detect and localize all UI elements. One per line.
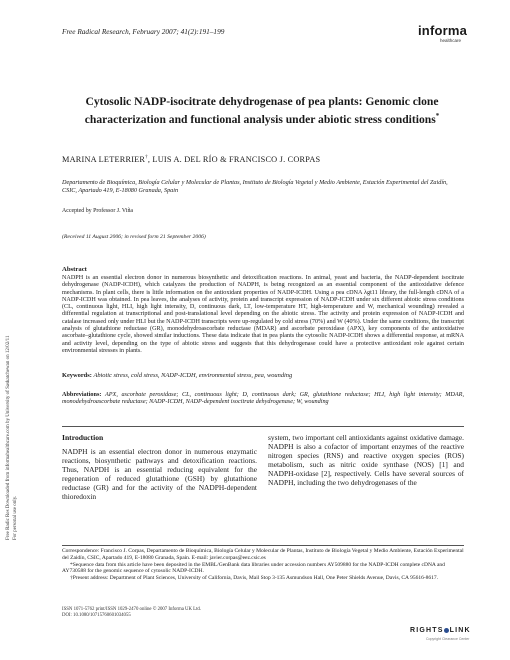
- rightslink-label-tail: LINK: [449, 627, 471, 634]
- author-footnote-mark: †: [145, 155, 148, 161]
- affiliation: Departamento de Bioquímica, Biología Celular y Molecular de Plantas, Instituto de Biología Vegetal y Medio Ambiente, Estación Experimental del Zaidín, CSIC, Apartado 419, E-18080 Granada, Spain: [62, 179, 448, 194]
- keywords: [62, 372, 464, 380]
- abbreviations: [62, 391, 464, 406]
- introduction-column-2: system, two important cell antioxidants against oxidative damage. NADPH is also a cofactor of important enzymes of the reactive nitrogen species (RNS) and reactive oxygen species (ROS) metabolism, such as nitric oxide synthase (NOS) [1] and NADPH-oxidase [2], respectively. Cells have several sources of NADPH, including the two dehydrogenases of the: [268, 433, 464, 488]
- abbreviations-label: Abbreviations:: [62, 391, 102, 398]
- footnote-sequence: *Sequence data from this article have been deposited in the EMBL/GenBank data libraries under accession numbers AY509880 for the NADP-ICDH complete cDNA and AY730588 for the genomic sequence of cytosolic NADP-ICDH.: [62, 561, 445, 575]
- rightslink-logo[interactable]: [410, 627, 471, 634]
- abstract-body: NADPH is an essential electron donor in numerous biosynthetic and detoxification reactions. In animal, yeast and bacteria, the NADP-dependent isocitrate dehydrogenase (NADP-ICDH), which catalyzes the production of NADPH, is being recognized as an essential component of the antioxidative defence mechanisms. In plant cells, there is little information on the antioxidant properties of NADP-ICDH. Using a pea cDNA λgt11 library, the full-length cDNA of a NADP-ICDH was obtained. In pea leaves, the analyses of activity, protein and transcript expression of NADP-ICDH under six different abiotic stress conditions (CL, continuous light, HLI, high light intensity, D, continuous dark, LT, low-temperature HT, high-temperature and W, mechanical wounding) revealed a differential regulation at transcriptional and post-translational level depending on the abiotic stress. The activity and protein expression of NADP-ICDH and catalase increased only under HLI but the NADP-ICDH transcripts were up-regulated by cold stress (70%) and W (40%). Under the same conditions, the transcript analysis of glutathione reductase (GR), monodehydroascorbate reductase (MDAR) and ascorbate peroxidase (APX), key components of the antioxidative ascorbate–glutathione cycle, showed similar inductions. These data indicate that in pea plants the cytosolic NADP-ICDH shows a differential response, at mRNA and activity level, depending on the type of abiotic stress and suggests that this dehydrogenase could have a protective antioxidant role against certain environmental stresses in plants.: [62, 275, 464, 354]
- introduction-column-1: NADPH is an essential electron donor in numerous enzymatic reactions, biosynthetic pathways and detoxification reactions. Thus, NAPDH is an essential reducing equivalent for the regeneration of reduced glutathione (GSH) by glutathione reductase (GR) and for the activity of the NADPH-dependent thioredoxin: [62, 447, 257, 502]
- rightslink-sub: Copyright Clearance Center: [426, 637, 470, 641]
- journal-citation: Free Radical Research, February 2007; 41(2):191–199: [62, 27, 225, 36]
- article-title-text: Cytosolic NADP-isocitrate dehydrogenase of pea plants: Genomic clone characterization and functional analysis under abiotic stress conditions: [84, 95, 439, 126]
- sidebar-text: [6, 140, 19, 540]
- sidebar-download-line: Free Radic Res Downloaded from informahealthcare.com by University of Saskatchewan on 12/02/11: [6, 335, 11, 540]
- author-first: MARINA LETERRIER: [62, 155, 146, 164]
- accepted-by: Accepted by Professor J. Viña: [62, 208, 134, 214]
- download-sidebar: [0, 140, 22, 540]
- issn-line: ISSN 1071-5762 print/ISSN 1029-2470 online © 2007 Informa UK Ltd.: [62, 607, 202, 612]
- publisher-logo-sub: healthcare: [440, 38, 462, 43]
- rightslink-dot-icon: [444, 628, 449, 633]
- publisher-logo: informa: [418, 23, 468, 38]
- introduction-heading: Introduction: [62, 433, 104, 442]
- author-list: [62, 155, 320, 164]
- author-rest: , LUIS A. DEL RÍO & FRANCISCO J. CORPAS: [147, 155, 321, 164]
- footnotes: [62, 548, 464, 582]
- footnote-divider: [62, 545, 464, 546]
- rightslink-label: RIGHTS: [410, 627, 444, 634]
- footnote-correspondence: Correspondence: Francisco J. Corpas, Departamento de Bioquímica, Biología Celular y Molecular de Plantas, Instituto de Biología Vegetal y Medio Ambiente, Estación Experimental del Zaidín, CSIC, Apartado 419, E-18080 Granada, Spain. E-mail: javier.corpas@eez.csic.es: [62, 548, 464, 561]
- received-dates: (Received 11 August 2006; in revised form 21 September 2006): [62, 234, 206, 240]
- title-footnote-mark: *: [435, 112, 440, 120]
- footnote-present-address: †Present address: Department of Plant Sciences, University of California, Davis, Mail Stop 3-135 Asmundson Hall, One Peter Shields Avenue, Davis, CA 95616-8617.: [70, 575, 439, 582]
- keywords-label: Keywords:: [62, 372, 92, 379]
- section-divider: [62, 426, 464, 427]
- sidebar-personal-line: For personal use only.: [12, 495, 18, 540]
- doi-line: DOI: 10.1080/10715760601034055: [62, 613, 131, 619]
- issn-block: [62, 607, 462, 620]
- article-title: [62, 95, 462, 127]
- keywords-text: Abiotic stress, cold stress, NADP-ICDH, environmental stress, pea, wounding: [93, 372, 293, 379]
- abstract-heading: Abstract: [62, 266, 87, 273]
- abbreviations-text: APX, ascorbate peroxidase; CL, continuous light; D, continuous dark; GR, glutathione reductase; HLI, high light intensity; MDAR, monodehydroascorbate reductase; NADP-ICDH, NADP-dependent isocitrate dehydrogenase; W, wounding: [62, 391, 465, 406]
